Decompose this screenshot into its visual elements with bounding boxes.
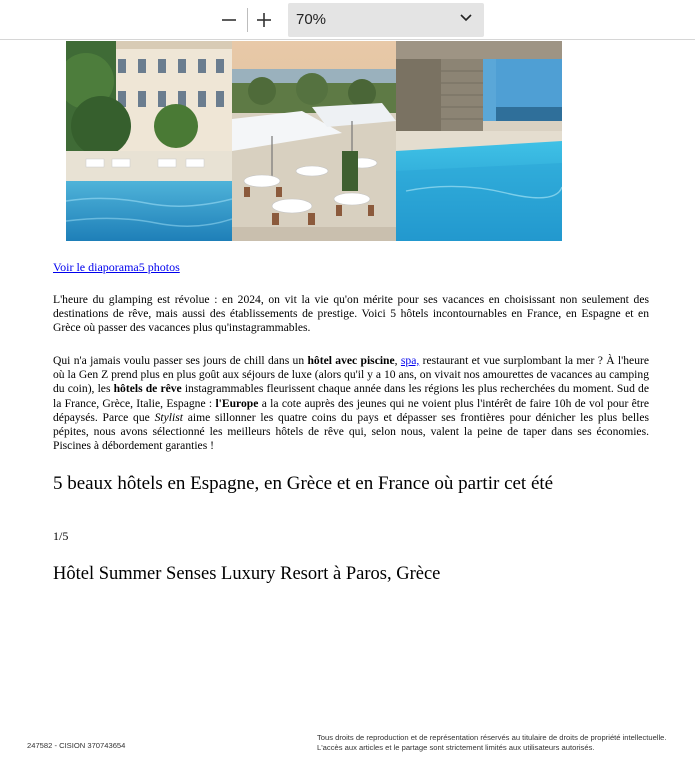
minus-icon bbox=[221, 12, 237, 28]
body-paragraph bbox=[53, 354, 649, 453]
bold-text-dream-hotels: hôtels de rêve bbox=[113, 382, 182, 396]
chevron-down-icon bbox=[460, 14, 472, 22]
pdf-toolbar bbox=[0, 0, 695, 40]
text-segment: instagrammables fleurissent chaque année dans les régions les plus recherchées du moment. Sud de la France, Grèce, Italie, Espagne : bbox=[53, 382, 649, 410]
zoom-level-value: 70% bbox=[296, 11, 327, 28]
text-segment: a la cote auprès des jeunes qui ne voient plus l'intérêt de faire 10h de vol pour être dépaysés. Parce que bbox=[53, 396, 650, 424]
footer-reference: 247582 - CISION 370743654 bbox=[27, 741, 126, 750]
terrace-restaurant-photo bbox=[232, 41, 396, 241]
zoom-level-select[interactable] bbox=[288, 3, 484, 37]
hotel-heading: Hôtel Summer Senses Luxury Resort à Paros, Grèce bbox=[53, 564, 441, 584]
text-segment: aime sillonner les quatre coins du pays et dépasser ses frontières pour dénicher les plus belles pépites, nous avons sélectionné les meilleurs hôtels de rêve qui, selon nous, valent la peine de taper dans ses économies. Piscines à débordement garanties ! bbox=[53, 410, 649, 453]
text-segment: , bbox=[394, 354, 401, 367]
intro-paragraph: L'heure du glamping est révolue : en 2024, on vit la vie qu'on mérite pour ses vacances en choisissant non seulement des destinations de rêve, mais aussi des établissements de prestige. Voici 5 hôtels incontournables en France, en Espagne et en Grèce où passer des vacances plus qu'instagrammables. bbox=[53, 293, 649, 335]
infinity-pool-photo bbox=[396, 41, 562, 241]
footer-copyright bbox=[317, 733, 687, 753]
spa-link[interactable]: spa, bbox=[400, 354, 420, 367]
footer-copyright-line2: L'accès aux articles et le partage sont strictement limités aux utilisateurs autorisés. bbox=[317, 743, 595, 752]
slideshow-link[interactable]: Voir le diaporama5 photos bbox=[53, 260, 180, 274]
bold-text-europe: l'Europe bbox=[215, 396, 259, 410]
footer-copyright-line1: Tous droits de reproduction et de représentation réservés au titulaire de droits de propriété intellectuelle. bbox=[317, 733, 667, 742]
section-heading: 5 beaux hôtels en Espagne, en Grèce et en France où partir cet été bbox=[53, 473, 554, 494]
text-segment: Qui n'a jamais voulu passer ses jours de chill dans un bbox=[53, 354, 308, 367]
zoom-in-button[interactable] bbox=[250, 6, 278, 34]
zoom-out-button[interactable] bbox=[215, 6, 243, 34]
villa-pool-photo bbox=[66, 41, 232, 241]
text-segment: restaurant et vue surplombant la mer ? À l'heure où la Gen Z prend plus en plus goût aux séjours de luxe (alors qu'il y a 10 ans, on vivait nos amourettes de vacances au camping du coin), les bbox=[53, 354, 649, 396]
plus-icon bbox=[256, 12, 272, 28]
italic-text-stylist: Stylist bbox=[154, 410, 183, 424]
slide-counter: 1/5 bbox=[53, 529, 69, 543]
bold-text-hotel-pool: hôtel avec piscine bbox=[307, 354, 395, 367]
toolbar-separator bbox=[247, 8, 248, 32]
